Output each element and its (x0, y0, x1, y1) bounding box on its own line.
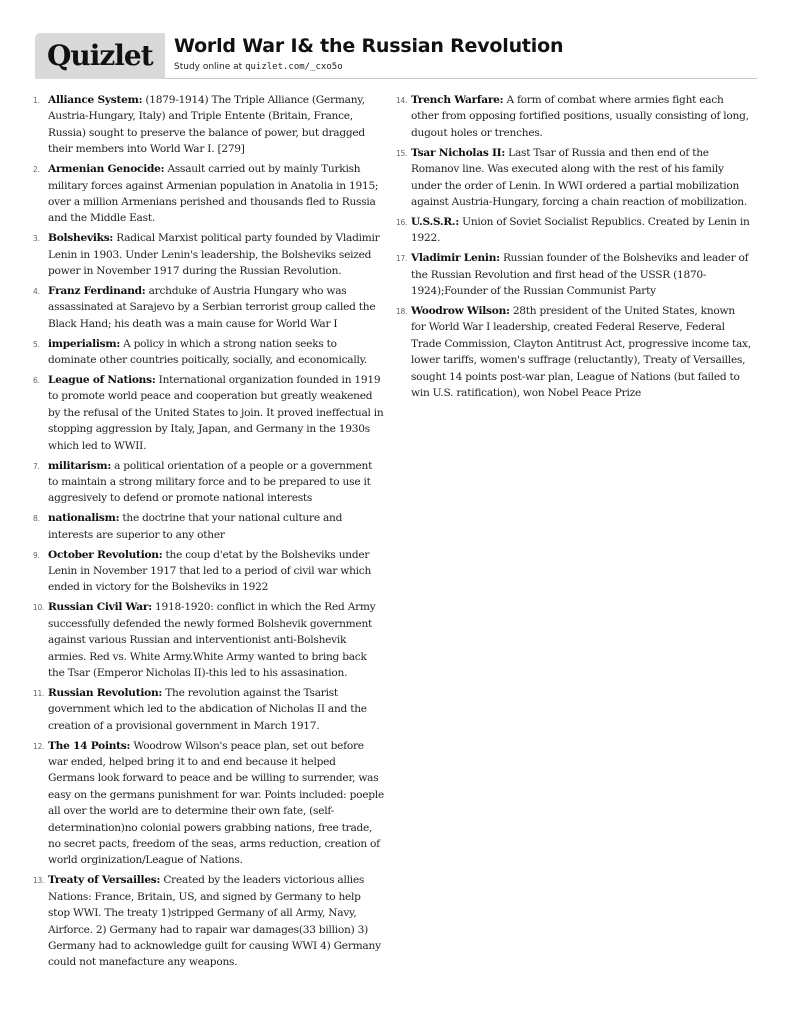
page-header (35, 33, 757, 79)
term-item (396, 250, 752, 299)
term-number: 4. (33, 286, 40, 296)
term-definition: Created by the leaders victorious allies Nations: France, Britain, US, and signed by Germany to help stop WWI. The treaty 1)stripped Germany of all Army, Navy, Airforce. 2) Germany had to rapair war damages(33 billion) 3) Germany had to acknowledge guilt for causing WWI 4) Germany could not manefacture any weapons. (48, 874, 381, 969)
term-item (33, 458, 385, 507)
term-item (33, 92, 385, 158)
term-definition: Last Tsar of Russia and then end of the Romanov line. Was executed along with the rest of his family under the order of Lenin. In WWI ordered a partial mobilization against Austria-Hungary, forcing a chain reaction of mobilization. (411, 146, 747, 208)
term-definition: A policy in which a strong nation seeks to dominate other countries poitically, socially, and economically. (48, 337, 368, 367)
term-name: Vladimir Lenin: (411, 252, 500, 265)
term-name: Treaty of Versailles: (48, 874, 161, 887)
term-name: militarism: (48, 459, 111, 472)
term-name: U.S.S.R.: (411, 215, 460, 228)
term-item (33, 738, 385, 869)
logo-text: Quizlet (47, 39, 153, 72)
term-item (396, 214, 752, 247)
term-name: nationalism: (48, 512, 120, 525)
right-column (396, 92, 752, 405)
term-definition: Russian founder of the Bolsheviks and leader of the Russian Revolution and first head of the USSR (1870-1924);Founder of the Russian Communist Party (411, 252, 749, 297)
term-number: 13. (33, 876, 45, 886)
study-prefix: Study online at (174, 62, 243, 72)
term-definition: Assault carried out by mainly Turkish military forces against Armenian population in Anatolia in 1915; over a million Armenians perished and thousands fled to Russia and the Middle East. (48, 163, 379, 225)
term-definition: (1879-1914) The Triple Alliance (Germany, Austria-Hungary, Italy) and Triple Entente (Britain, France, Russia) sought to preserve the balance of power, but dragged their members into World War I. [279] (48, 94, 365, 156)
term-number: 8. (33, 514, 40, 524)
term-number: 18. (396, 306, 408, 316)
term-number: 2. (33, 165, 40, 175)
term-item (33, 161, 385, 227)
term-name: The 14 Points: (48, 739, 131, 752)
term-name: Bolsheviks: (48, 232, 114, 245)
term-number: 9. (33, 550, 40, 560)
term-item (33, 547, 385, 596)
left-column (33, 92, 385, 974)
term-name: Armenian Genocide: (48, 163, 165, 176)
term-item (396, 303, 752, 401)
study-online-line (174, 62, 343, 72)
term-number: 3. (33, 234, 40, 244)
term-definition: the coup d'etat by the Bolsheviks under Lenin in November 1917 that led to a period of civil war which ended in victory for the Bolsheviks in 1922 (48, 548, 372, 594)
term-definition: International organization founded in 1919 to promote world peace and cooperation but greatly weakened by the refusal of the United States to join. It proved ineffectual in stopping aggression by Italy, Japan, and Germany in the 1930s which led to WWII. (48, 374, 384, 452)
term-name: Trench Warfare: (411, 94, 504, 106)
term-number: 12. (33, 741, 45, 751)
term-number: 16. (396, 217, 408, 227)
term-number: 7. (33, 461, 40, 471)
term-definition: Union of Soviet Socialist Republics. Created by Lenin in 1922. (411, 215, 750, 245)
term-definition: Woodrow Wilson's peace plan, set out before war ended, helped bring it to and end because it helped Germans look forward to peace and be willing to surrender, was easy on the germans punishment for war. Points included: poeple all over the world are to determine their own fate, (self-determination)no colonial powers grabbing nations, free trade, no secret pacts, freedom of the seas, arms reduction, creation of world orginization/League of Nations. (48, 739, 384, 867)
term-item (33, 283, 385, 332)
term-number: 15. (396, 148, 408, 158)
term-name: Russian Revolution: (48, 686, 163, 699)
term-name: Woodrow Wilson: (411, 304, 510, 317)
term-number: 11. (33, 688, 45, 698)
page-title: World War I& the Russian Revolution (174, 35, 564, 57)
term-item (33, 872, 385, 970)
quizlet-logo (35, 33, 165, 79)
term-definition: 1918-1920: conflict in which the Red Army successfully defended the newly formed Bolshevik government against various Russian and interventionist anti-Bolshevik armies. Red vs. White Army.White Army wanted to bring back the Tsar (Emperor Nicholas II)-this led to his assasination. (48, 601, 376, 679)
term-name: Russian Civil War: (48, 601, 152, 614)
term-name: Alliance System: (48, 94, 143, 106)
term-number: 5. (33, 339, 40, 349)
term-item (33, 510, 385, 543)
term-definition: Radical Marxist political party founded by Vladimir Lenin in 1903. Under Lenin's leadership, the Bolsheviks seized power in November 1917 during the Russian Revolution. (48, 232, 380, 278)
term-number: 6. (33, 376, 40, 385)
study-url-link[interactable]: quizlet.com/_cxo5o (245, 62, 343, 72)
term-number: 10. (33, 603, 45, 613)
term-number: 14. (396, 96, 408, 105)
term-item (33, 336, 385, 369)
term-definition: archduke of Austria Hungary who was assassinated at Sarajevo by a Serbian terrorist group called the Black Hand; his death was a main cause for World War I (48, 284, 376, 330)
term-item (396, 145, 752, 211)
term-name: Franz Ferdinand: (48, 284, 146, 297)
term-number: 1. (33, 96, 40, 105)
term-item (33, 230, 385, 279)
term-name: Tsar Nicholas II: (411, 146, 506, 159)
term-name: October Revolution: (48, 548, 163, 561)
term-name: imperialism: (48, 337, 120, 350)
term-item (33, 599, 385, 681)
term-item (33, 685, 385, 734)
header-rule (165, 78, 757, 79)
term-number: 17. (396, 254, 408, 264)
term-name: League of Nations: (48, 374, 156, 386)
term-definition: A form of combat where armies fight each other from opposing fortified positions, usually consisting of long, dugout holes or trenches. (411, 94, 749, 139)
term-definition: a political orientation of a people or a government to maintain a strong military force and to be prepared to use it aggresively to defend or promote national interests (48, 459, 373, 505)
term-item (33, 372, 385, 454)
term-definition: The revolution against the Tsarist government which led to the abdication of Nicholas II and the creation of a provisional government in March 1917. (48, 686, 367, 732)
term-definition: 28th president of the United States, known for World War I leadership, created Federal Reserve, Federal Trade Commission, Clayton Antitrust Act, progressive income tax, lower tariffs, women's suffrage (reluctantly), Treaty of Versailles, sought 14 points post-war plan, League of Nations (but failed to win U.S. ratification), won Nobel Peace Prize (411, 304, 751, 399)
term-item (396, 92, 752, 141)
term-definition: the doctrine that your national culture and interests are superior to any other (48, 512, 343, 541)
